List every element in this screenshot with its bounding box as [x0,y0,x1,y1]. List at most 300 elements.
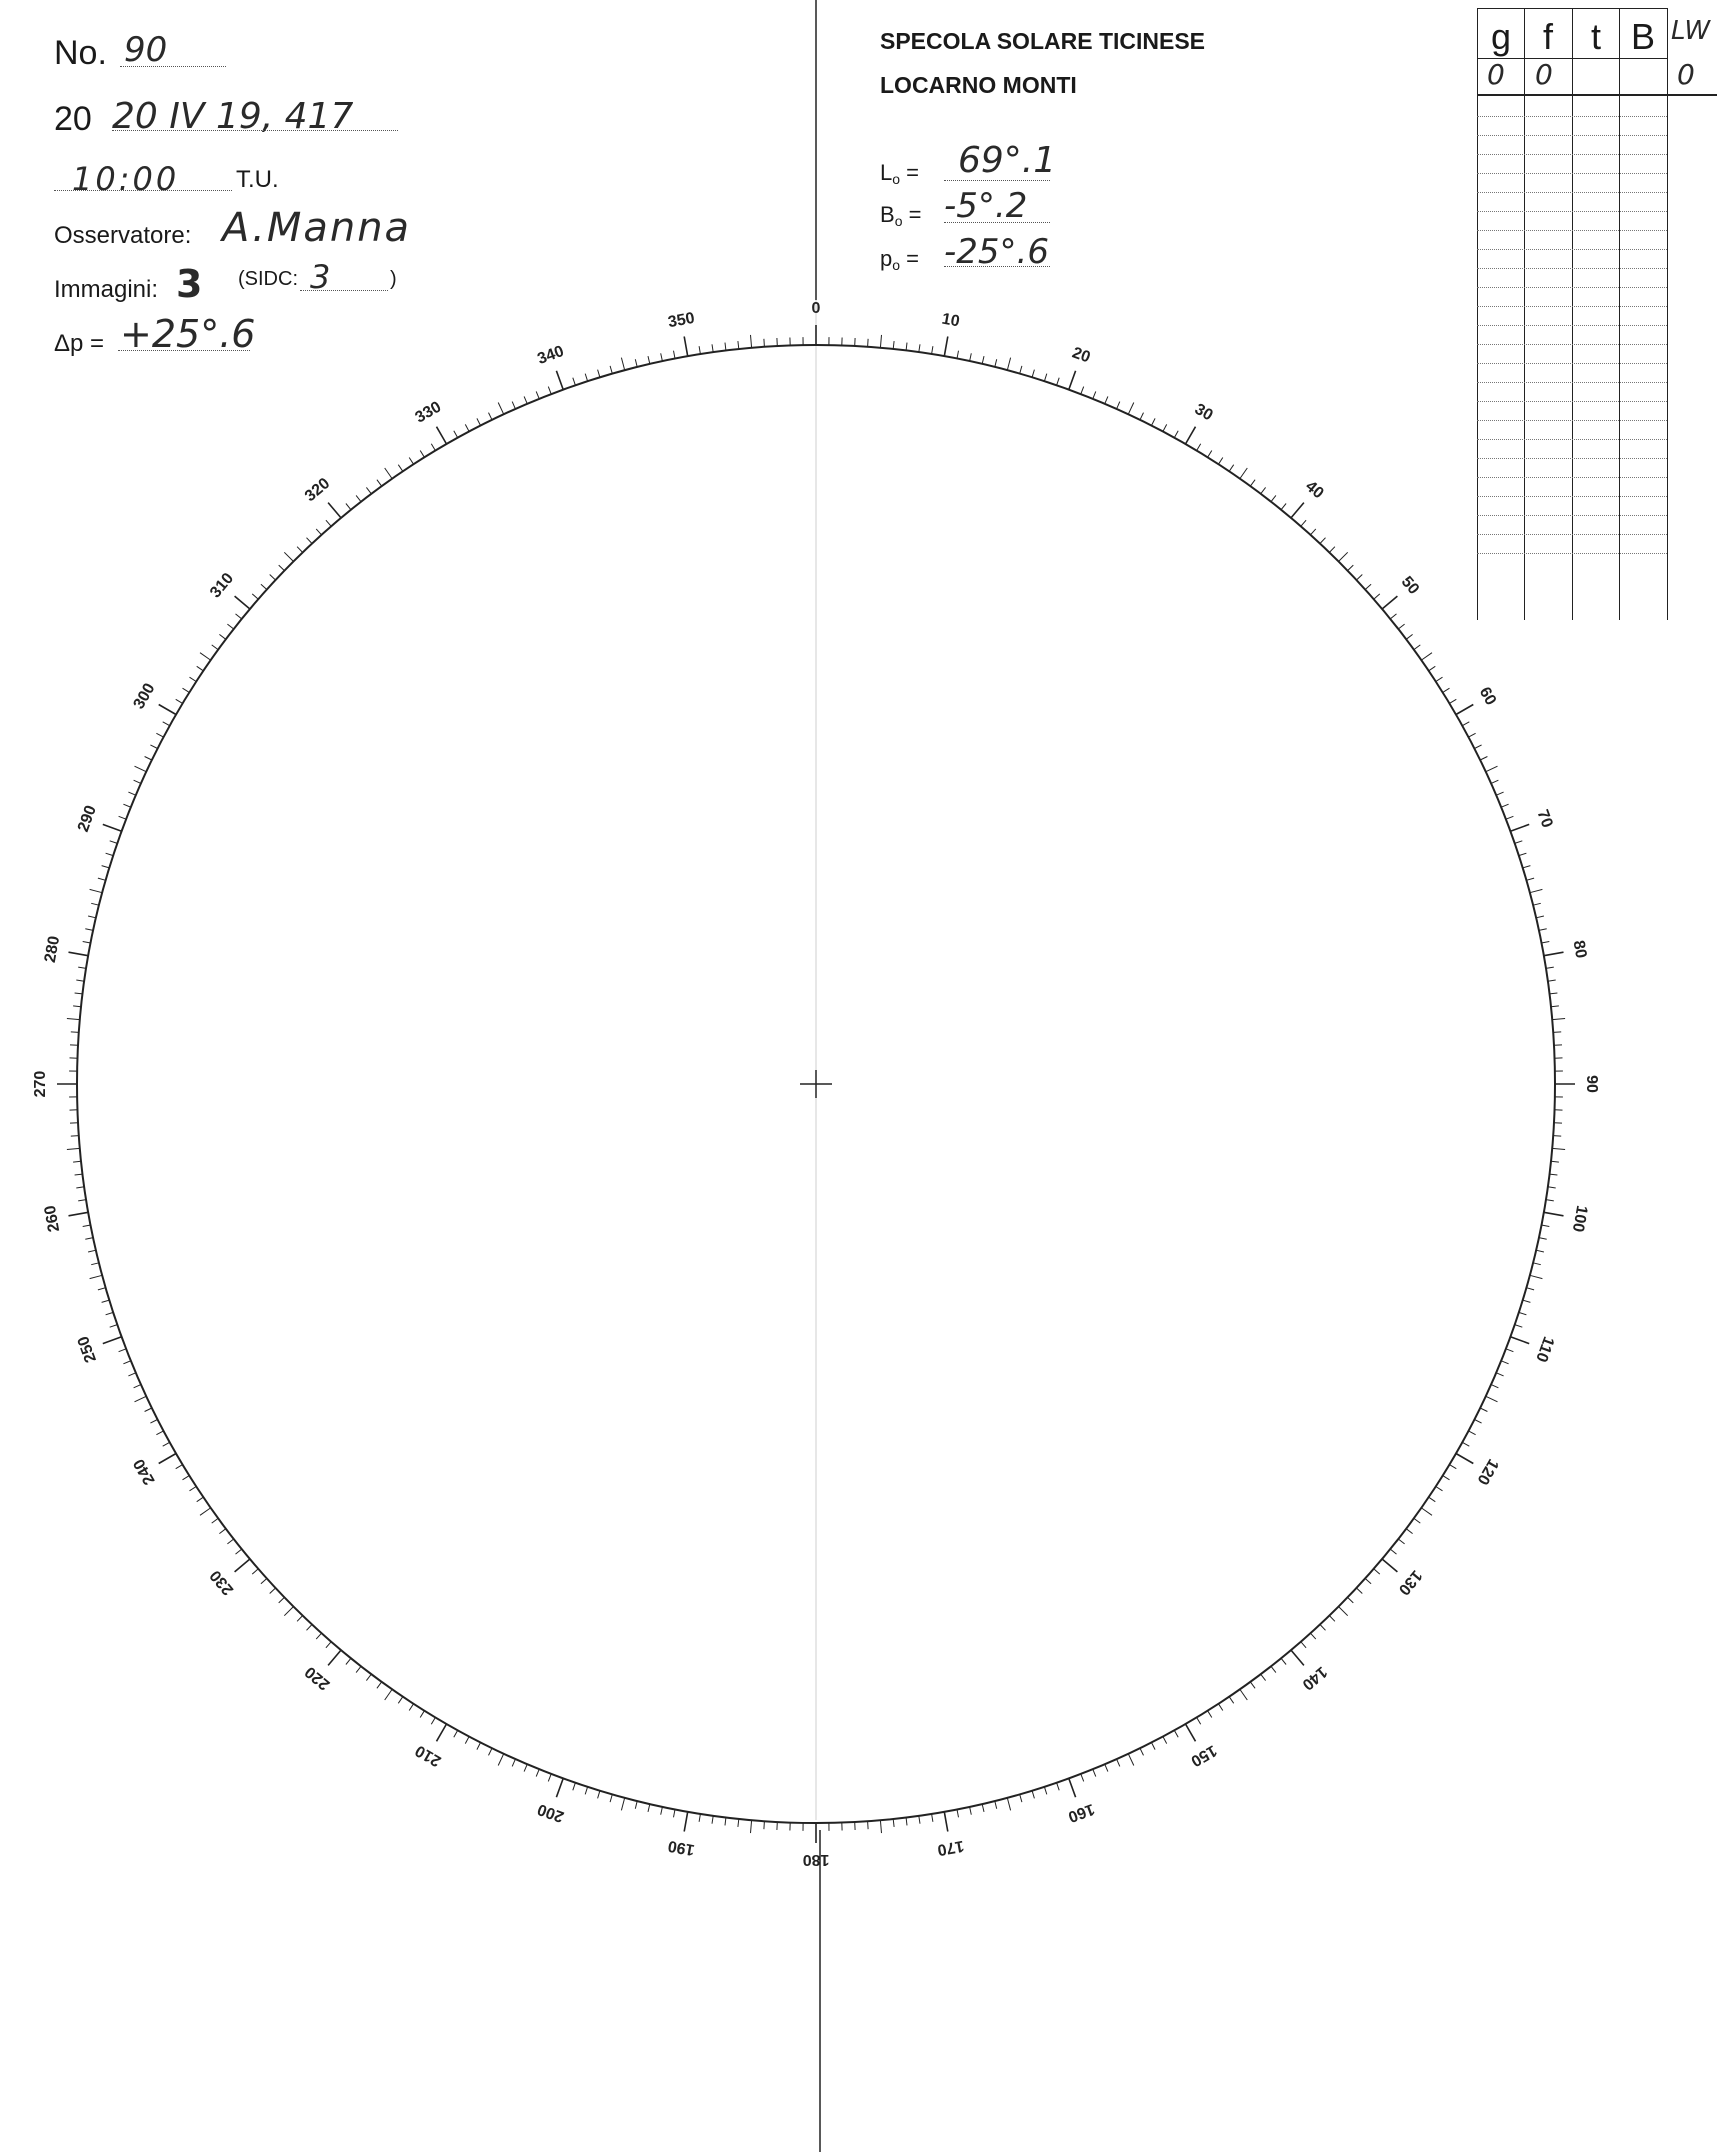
degree-tick [83,1225,91,1227]
degree-tick [699,1814,700,1822]
degree-tick [454,431,458,438]
degree-tick [610,366,612,374]
degree-tick [128,792,135,795]
observer-label: Osservatore: [54,222,192,249]
degree-tick [1523,866,1531,868]
degree-tick [1044,1787,1046,1795]
degree-tick [102,866,110,868]
degree-tick [738,341,739,349]
degree-tick [134,780,141,783]
degree-tick [252,1569,258,1574]
degree-tick [868,1821,869,1829]
degree-tick [635,1801,637,1809]
degree-tick [1219,1704,1223,1711]
degree-tick [661,1807,663,1815]
degree-tick [1007,1798,1010,1811]
degree-tick [1174,431,1178,438]
degree-tick [156,733,163,737]
degree-tick [1020,1794,1022,1802]
degree-tick [1406,634,1412,639]
degree-tick [1491,780,1498,783]
degree-label: 320 [301,474,334,506]
degree-tick [1462,722,1469,726]
time-unit-label: T.U. [236,166,279,193]
degree-tick [110,841,118,844]
degree-tick [1301,520,1306,526]
institution-location: LOCARNO MONTI [880,72,1077,98]
degree-tick [598,370,600,378]
degree-tick [1456,705,1473,715]
degree-tick [1541,942,1549,944]
images-label: Immagini: [54,276,159,303]
degree-tick [1069,1778,1076,1797]
degree-tick [751,1820,752,1833]
degree-tick [183,1476,190,1480]
degree-tick [326,520,331,526]
degree-tick [437,427,447,444]
degree-label: 350 [666,309,696,332]
degree-tick [1357,1588,1363,1594]
degree-tick [1152,1743,1156,1750]
degree-tick [284,1607,293,1616]
degree-tick [307,538,313,544]
degree-tick [1491,1385,1498,1388]
degree-tick [738,1819,739,1827]
degree-tick [1398,1539,1404,1544]
degree-tick [548,387,551,395]
degree-tick [1261,1674,1266,1680]
degree-tick [1348,565,1354,571]
degree-tick [1281,504,1286,510]
degree-tick [1421,1508,1432,1515]
degree-tick [119,816,127,819]
degree-tick [71,1032,79,1033]
degree-tick [102,1300,110,1302]
degree-tick [1186,427,1196,444]
institution-name: SPECOLA SOLARE TICINESE [880,28,1206,54]
degree-tick [585,374,587,382]
table-cell-g: 0 [1487,58,1505,91]
degree-tick [1501,1361,1508,1364]
degree-tick [906,343,907,351]
degree-tick [67,1019,80,1020]
degree-tick [431,1717,435,1724]
degree-tick [1533,903,1541,905]
degree-tick [1553,1136,1561,1137]
degree-tick [1475,745,1482,749]
degree-tick [893,1819,894,1827]
degree-tick [1163,1737,1167,1744]
degree-tick [128,1373,135,1376]
degree-tick [279,565,285,571]
degree-tick [1069,371,1076,390]
degree-tick [1550,993,1558,994]
degree-tick [106,1312,114,1314]
degree-tick [135,1396,147,1402]
degree-tick [1501,804,1508,807]
degree-tick [1539,929,1547,931]
degree-tick [1553,1032,1561,1033]
degree-tick [1429,666,1436,671]
degree-tick [297,1616,303,1622]
degree-tick [1544,952,1564,956]
degree-tick [1530,1275,1543,1278]
bo-label: $B_o$ = [880,202,922,229]
degree-tick [556,1778,563,1797]
degree-tick [316,529,321,535]
number-value: 90 [124,30,168,70]
degree-tick [995,1801,997,1809]
degree-tick [1506,1349,1514,1352]
degree-label: 190 [666,1836,696,1859]
degree-tick [90,889,103,892]
degree-tick [1093,1769,1096,1776]
degree-label: 130 [1394,1566,1426,1599]
degree-tick [123,1361,130,1364]
degree-tick [621,1798,624,1811]
degree-tick [398,1697,403,1704]
degree-label: 150 [1187,1741,1220,1770]
degree-label: 90 [1582,1075,1600,1093]
degree-tick [73,1006,81,1007]
degree-label: 300 [130,680,159,713]
degree-tick [906,1818,907,1826]
degree-tick [1406,1529,1412,1534]
degree-label: 230 [206,1566,238,1599]
degree-tick [1449,1465,1456,1469]
degree-tick [1208,1711,1212,1718]
degree-tick [1240,1689,1247,1700]
degree-tick [498,403,504,415]
degree-label: 270 [32,1070,50,1098]
degree-tick [556,371,563,390]
degree-tick [1128,1754,1134,1766]
degree-label: 10 [940,310,961,331]
degree-tick [648,1804,650,1812]
degree-tick [307,1625,313,1631]
degree-tick [661,353,663,361]
degree-tick [1081,387,1084,395]
degree-label: 250 [74,1333,101,1365]
degree-tick [1163,424,1167,431]
degree-tick [98,1288,106,1290]
degree-tick [1398,624,1404,629]
degree-tick [1496,1373,1503,1376]
degree-tick [524,1764,527,1771]
degree-tick [1020,366,1022,374]
degree-tick [764,339,765,347]
degree-tick [1515,1325,1523,1328]
degree-tick [98,878,106,880]
table-header-g: g [1490,16,1512,57]
degree-tick [431,444,435,451]
degree-tick [621,358,624,371]
degree-tick [200,653,211,660]
degree-tick [91,1263,99,1265]
degree-tick [684,1812,688,1832]
degree-tick [751,335,752,348]
degree-tick [88,916,96,918]
degree-tick [1546,1200,1554,1201]
degree-tick [150,1420,157,1424]
degree-tick [995,359,997,367]
degree-tick [1007,358,1010,371]
degree-label: 100 [1568,1204,1591,1234]
degree-tick [1551,1161,1559,1162]
degree-label: 50 [1397,573,1423,598]
degree-tick [1281,1658,1286,1664]
degree-tick [88,1250,96,1252]
degree-tick [489,413,493,420]
delta-p-value: +25°.6 [120,312,256,356]
degree-tick [919,344,920,352]
degree-tick [106,853,114,855]
degree-tick [356,1666,361,1672]
degree-tick [409,1704,413,1711]
degree-tick [1496,792,1503,795]
degree-tick [932,1814,933,1822]
degree-tick [219,634,225,639]
degree-tick [159,1454,176,1464]
degree-tick [1382,596,1397,609]
degree-tick [163,1442,170,1446]
degree-tick [573,1783,576,1791]
degree-tick [123,804,130,807]
degree-tick [477,418,481,425]
degree-tick [1250,480,1255,486]
degree-tick [1519,853,1527,855]
degree-tick [297,547,303,553]
degree-label: 20 [1069,344,1093,367]
degree-tick [1208,451,1212,458]
degree-tick [1186,1724,1196,1741]
degree-tick [465,1737,469,1744]
degree-tick [1539,1238,1547,1240]
degree-tick [1436,677,1443,681]
table-cell-f: 0 [1535,58,1553,91]
degree-tick [1320,1625,1326,1631]
table-header-t: t [1590,16,1601,57]
degree-tick [76,980,84,981]
degree-label: 200 [535,1799,567,1826]
degree-tick [71,1136,79,1137]
degree-label: 340 [535,342,567,369]
degree-tick [385,1689,392,1700]
degree-tick [699,346,700,354]
degree-tick [1105,396,1108,403]
degree-label: 30 [1191,400,1216,425]
degree-tick [932,346,933,354]
degree-tick [1261,487,1266,493]
degree-tick [454,1730,458,1737]
degree-tick [1152,418,1156,425]
degree-label: 290 [74,803,101,835]
degree-tick [1443,1476,1450,1480]
degree-tick [135,766,147,772]
degree-tick [536,391,539,398]
degree-tick [398,465,403,472]
degree-tick [1469,733,1476,737]
degree-tick [674,1809,676,1817]
degree-tick [1229,1697,1234,1704]
degree-tick [598,1791,600,1799]
po-value: -25°.6 [944,232,1049,272]
table-cell-lw: 0 [1677,58,1695,91]
degree-tick [1291,1650,1304,1665]
degree-tick [725,343,726,351]
degree-tick [1032,1791,1034,1799]
degree-tick [90,1275,103,1278]
degree-label: 330 [412,398,445,427]
degree-tick [1443,688,1450,692]
degree-tick [1552,1019,1565,1020]
degree-tick [1480,757,1487,761]
degree-tick [944,337,948,357]
degree-tick [1229,465,1234,472]
degree-tick [235,596,250,609]
degree-tick [1329,1616,1335,1622]
degree-tick [326,1642,331,1648]
degree-tick [236,1549,242,1554]
degree-label: 120 [1473,1455,1502,1488]
date-prefix: 20 [54,100,92,138]
degree-tick [284,552,293,561]
degree-label: 70 [1533,807,1556,831]
degree-tick [1117,1759,1120,1766]
degree-tick [145,757,152,761]
degree-label: 80 [1569,939,1590,960]
lo-value: 69°.1 [958,140,1057,181]
degree-tick [69,952,89,956]
degree-tick [176,1465,183,1469]
degree-label: 310 [206,569,238,602]
observer-value: A.Manna [222,205,412,251]
degree-tick [366,487,371,493]
degree-label: 170 [936,1836,966,1859]
degree-tick [366,1674,371,1680]
degree-tick [1219,458,1223,465]
degree-tick [465,424,469,431]
degree-tick [420,451,424,458]
degree-tick [1291,503,1304,518]
degree-tick [610,1794,612,1802]
degree-tick [1510,1337,1529,1344]
images-value: 3 [176,262,203,306]
date-value: 20 IV 19, 417 [112,96,354,137]
degree-label: 0 [811,300,821,318]
degree-tick [1271,495,1276,501]
degree-tick [67,1148,80,1149]
degree-tick [957,351,959,359]
degree-tick [970,353,972,361]
degree-tick [1057,378,1060,386]
degree-tick [1339,1607,1348,1616]
degree-tick [585,1787,587,1795]
degree-tick [1462,1442,1469,1446]
degree-tick [1541,1225,1549,1227]
degree-tick [385,468,392,479]
degree-tick [1140,1748,1144,1755]
degree-tick [1357,575,1363,581]
degree-tick [197,666,204,671]
degree-tick [159,705,176,715]
degree-label: 240 [130,1455,159,1488]
degree-tick [1374,594,1380,599]
degree-tick [69,1212,89,1216]
degree-tick [712,1816,713,1824]
table-header-b: B [1630,16,1655,57]
degree-tick [489,1748,493,1755]
degree-tick [1057,1783,1060,1791]
degree-tick [1519,1312,1527,1314]
degree-tick [75,993,83,994]
degree-tick [548,1774,551,1782]
degree-tick [197,1497,204,1502]
lo-label: $L_o$ = [880,160,920,187]
degree-tick [1546,967,1554,968]
degree-tick [163,722,170,726]
time-value: 10:00 [72,160,180,198]
degree-tick [1390,1549,1396,1554]
degree-tick [982,356,984,364]
degree-tick [183,688,190,692]
degree-tick [1140,413,1144,420]
sidc-label: (SIDC: [238,268,298,290]
degree-tick [512,402,515,409]
degree-tick [1449,699,1456,703]
degree-tick [145,1408,152,1412]
degree-tick [91,903,99,905]
degree-tick [252,594,258,599]
degree-tick [1414,645,1420,650]
degree-tick [1348,1597,1354,1603]
degree-tick [1382,1559,1397,1572]
degree-tick [1339,552,1348,561]
degree-tick [236,614,242,619]
degree-tick [190,1487,197,1491]
degree-tick [270,575,276,581]
degree-tick [944,1812,948,1832]
degree-tick [1117,402,1120,409]
degree-tick [524,396,527,403]
degree-tick [409,458,413,465]
degree-tick [957,1809,959,1817]
degree-tick [279,1597,285,1603]
degree-tick [1197,1717,1201,1724]
degree-tick [868,339,869,347]
degree-tick [227,1539,233,1544]
degree-tick [725,1818,726,1826]
degree-label: 110 [1532,1334,1557,1365]
degree-tick [635,359,637,367]
degree-tick [1510,824,1529,831]
degree-tick [85,929,93,931]
degree-tick [83,942,91,944]
degree-tick [110,1325,118,1328]
degree-tick [1374,1569,1380,1574]
degree-tick [200,1508,211,1515]
sidc-close-paren: ) [390,268,397,290]
degree-tick [235,1559,250,1572]
degree-tick [1365,1579,1371,1584]
degree-tick [1506,816,1514,819]
degree-label: 210 [412,1741,445,1770]
degree-tick [356,495,361,501]
degree-tick [1550,1174,1558,1175]
degree-tick [1552,1148,1565,1149]
degree-tick [437,1724,447,1741]
degree-tick [1526,1288,1534,1290]
